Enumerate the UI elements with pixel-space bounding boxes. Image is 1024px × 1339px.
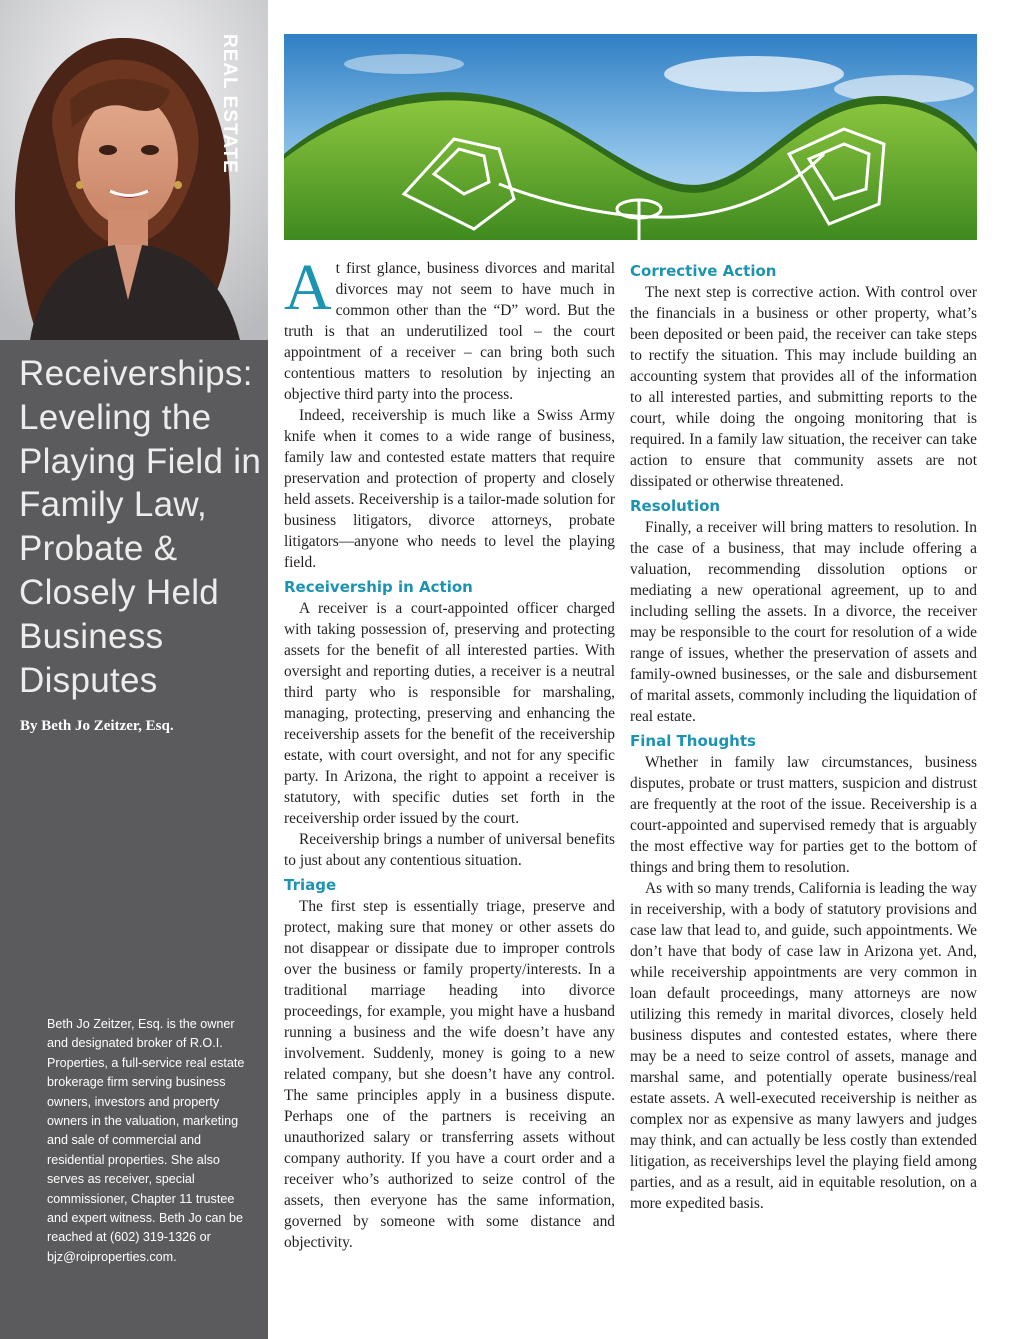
article-headline: Receiverships: Leveling the Playing Field in Family Law, Probate & Closely Held Business Disputes [19, 354, 262, 700]
triage-paragraph: The first step is essentially triage, preserve and protect, making sure that money or other assets do not disappear or dissipate due to improper controls over the business or family property/interests. In a traditional marriage heading into divorce proceedings, for example, you might have a husband running a business and the wife doesn’t have any involvement. Suddenly, money is going to a new related company, but she doesn’t have any control. The same principles apply in a business dispute. Perhaps one of the partners is receiving an unauthorized salary or transferring assets without company authority. If you have a court order and a receiver who’s authorized to seize control of the assets, then everyone has the same information, governed by someone with some distance and objectivity. [284, 898, 615, 1251]
drop-cap: A [284, 251, 332, 324]
sidebar [0, 0, 268, 1339]
hero-image-field-illustration [284, 34, 977, 240]
final-paragraph-1: Whether in family law circumstances, business disputes, probate or trust matters, suspicion and distrust are frequently at the root of the issue. Receivership is a court-appointed and supervised remedy that is arguably the most effective way for parties get to the bottom of things and bring them to resolution. [630, 754, 977, 876]
action-paragraph-1: A receiver is a court-appointed officer charged with taking possession of, preserving and protecting assets for the benefit of all interested parties. With oversight and reporting duties, a receiver is a neutral third party who is responsible for marshaling, managing, protecting, preserving and enhancing the receivership assets for the benefit of the receivership estate, with court oversight, and not for any specific party. In Arizona, the right to appoint a receiver is statutory, with specific duties set forth in the receivership order issued by the court. [284, 600, 615, 827]
heading-triage: Triage [284, 876, 337, 894]
article-column-left [284, 251, 615, 1253]
article-column-right [630, 258, 977, 1214]
heading-final-thoughts: Final Thoughts [630, 732, 756, 750]
final-paragraph-2: As with so many trends, California is leading the way in receivership, with a body of statutory provisions and case law that lead to, and guide, such appointments. We don’t have that body of case law in Arizona yet. And, while receivership appointments are very common in loan default proceedings, many attorneys are now utilizing this remedy in marital divorces, closely held business disputes and contested estates, where there may be a need to seize control of assets, manage and marshal same, and potentially operate business/real estate assets. A well-executed receivership is neither as complex nor as expensive as many lawyers and judges may think, and can actually be less costly than extended litigation, as receiverships level the playing field among parties, and as a result, aid in equitable resolution, on a more expedited basis. [630, 880, 977, 1212]
section-label [204, 30, 244, 190]
heading-resolution: Resolution [630, 497, 721, 515]
heading-receivership-in-action: Receivership in Action [284, 578, 473, 596]
corrective-paragraph: The next step is corrective action. With control over the financials in a business or other property, what’s been deposited or been paid, the receiver can take steps to rectify the situation. This may include building an accounting system that provides all of the information to all interested parties, and submitting reports to the court, while doing the ongoing monitoring that is required. In a family law situation, the receiver can take action to ensure that community assets are not dissipated or otherwise threatened. [630, 284, 977, 490]
section-label-text: REAL ESTATE [219, 34, 240, 174]
author-bio: Beth Jo Zeitzer, Esq. is the owner and designated broker of R.O.I. Properties, a full-service real estate brokerage firm serving business owners, investors and property owners in the valuation, marketing and sale of commercial and residential properties. She also serves as receiver, special commissioner, Chapter 11 trustee and expert witness. Beth Jo can be reached at (602) 319-1326 or bjz@roiproperties.com. [47, 1017, 245, 1264]
intro-text: t first glance, business divorces and marital divorces may not seem to have much in common other than the “D” word. But the truth is that an underutilized tool – the court appointment of a receiver – can bring both such contentious matters to resolution by injecting an objective third party into the process. [284, 260, 615, 403]
heading-corrective-action: Corrective Action [630, 262, 777, 280]
hero-image [284, 34, 977, 240]
byline: By Beth Jo Zeitzer, Esq. [20, 718, 174, 734]
resolution-paragraph: Finally, a receiver will bring matters to resolution. In the case of a business, that may include offering a valuation, recommending dissolution options or mediating a new operational agreement, up to and including selling the assets. In a divorce, the receiver may be responsible to the court for resolution of a wide range of issues, whether the preservation of assets and family-owned businesses, or the sale and disbursement of marital assets, commonly including the liquidation of real estate. [630, 519, 977, 725]
action-paragraph-2: Receivership brings a number of universal benefits to just about any contentious situation. [284, 831, 615, 869]
intro-paragraph [284, 251, 615, 405]
intro-paragraph-2: Indeed, receivership is much like a Swiss Army knife when it comes to a wide range of business, family law and contested estate matters that require preservation and protection of property and closely held assets. Receivership is a tailor-made solution for business litigators, divorce attorneys, probate litigators—anyone who needs to level the playing field. [284, 407, 615, 571]
